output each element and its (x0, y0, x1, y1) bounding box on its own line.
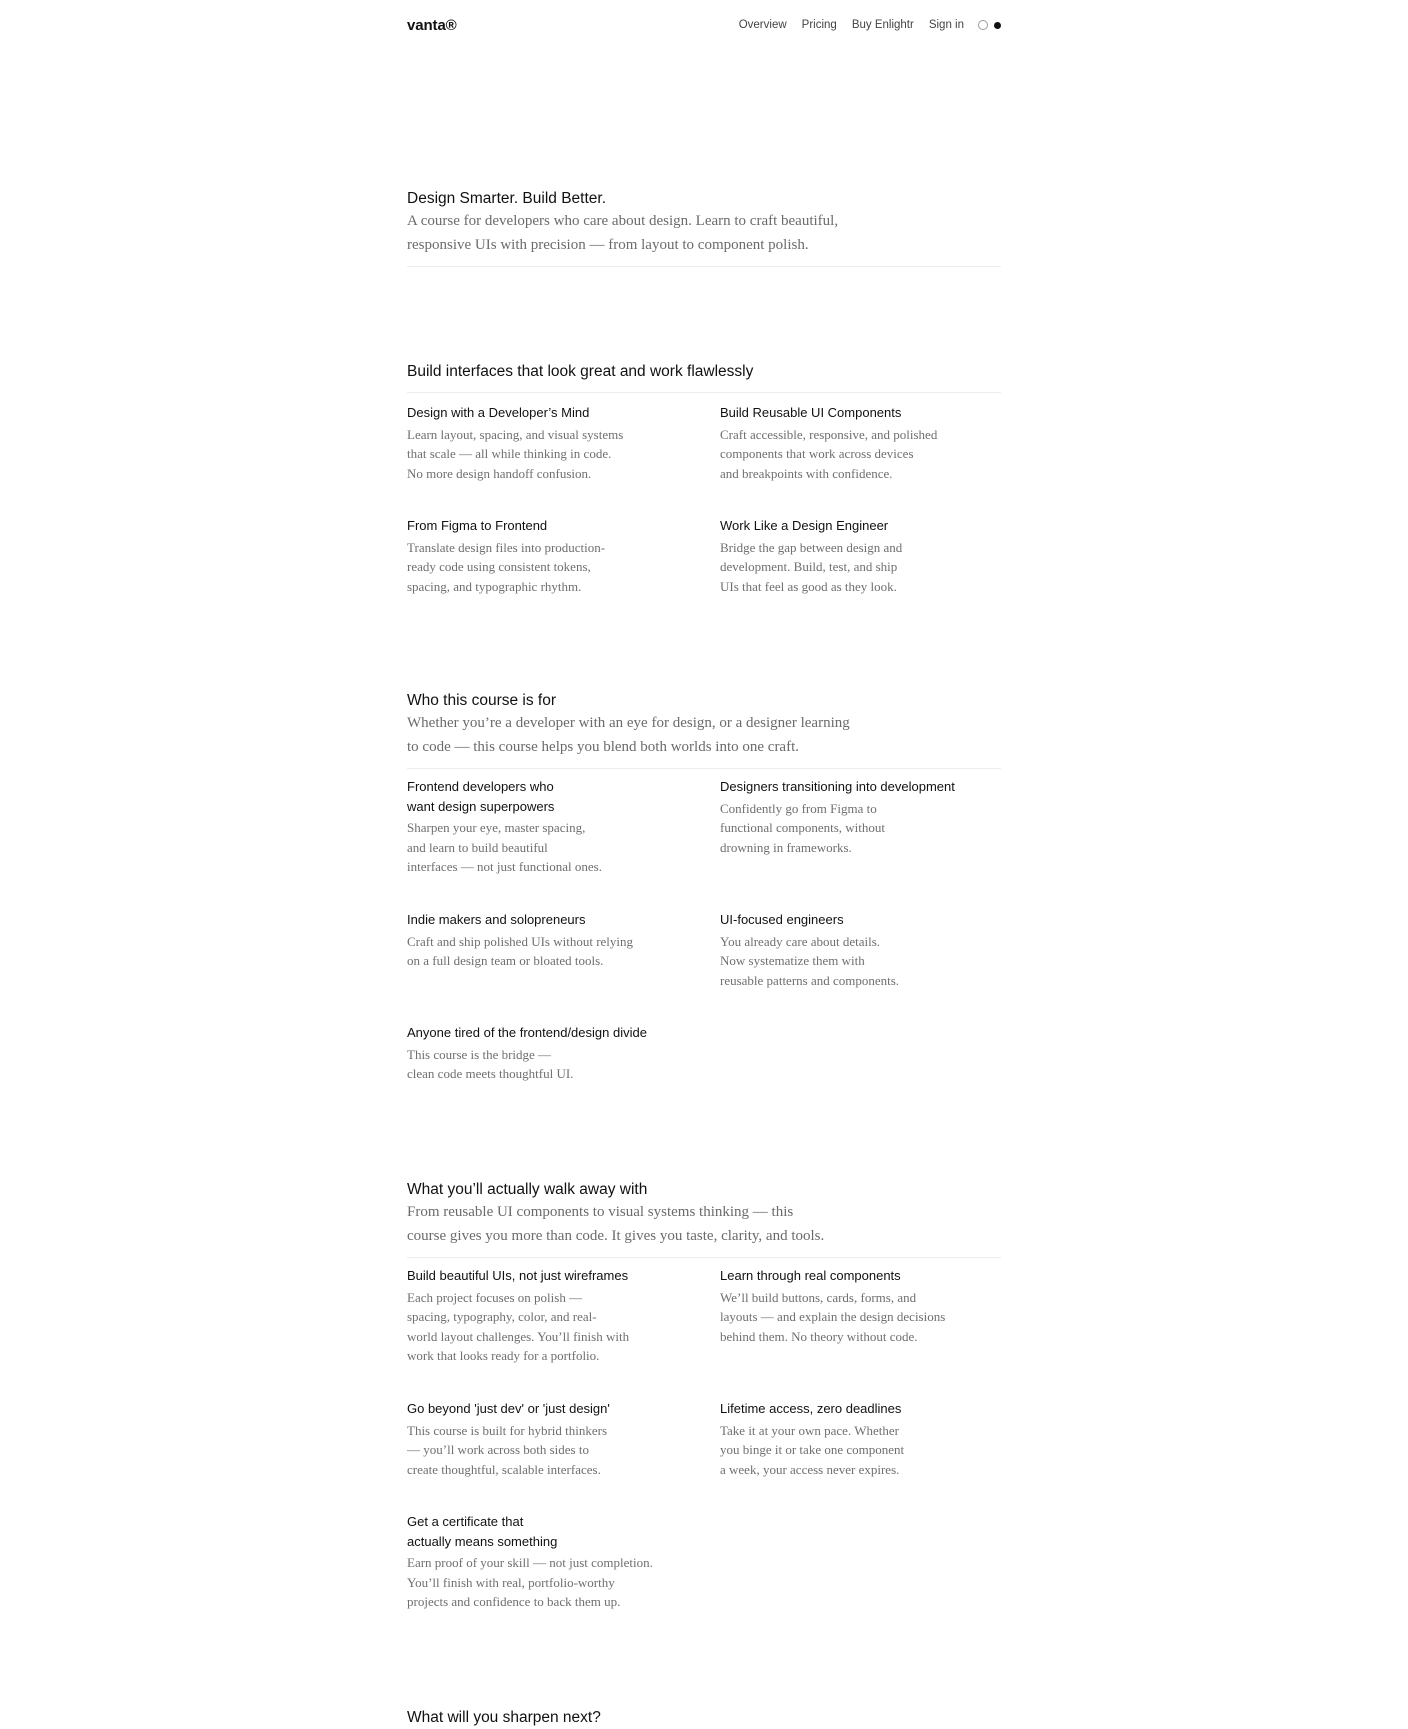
dark-mode-icon[interactable] (994, 22, 1001, 29)
audience-item (720, 777, 1010, 857)
outcomes-grid (407, 1258, 1001, 1618)
divider (407, 266, 1001, 267)
outcome-body: Each project focuses on polish — spacing, typography, color, and real- world layout challenges. You’ll finish with work that looks ready for a portfolio. (407, 1289, 630, 1364)
outcome-title: Lifetime access, zero deadlines (720, 1401, 902, 1416)
audience-grid (407, 769, 1001, 1089)
outcome-title: Learn through real components (720, 1268, 901, 1283)
hero-title: Design Smarter. Build Better. (407, 190, 607, 207)
features-grid (407, 393, 1001, 613)
audience-title: Who this course is for (407, 692, 557, 709)
audience-item-title: Frontend developers who want design superpowers (407, 779, 555, 814)
outcomes-section (407, 1179, 1001, 1618)
feature-title: From Figma to Frontend (407, 518, 548, 533)
audience-section (407, 690, 1001, 1089)
outcome-title: Get a certificate that actually means something (407, 1514, 558, 1549)
feature-body: Learn layout, spacing, and visual systems that scale — all while thinking in code. No more design handoff confusion. (407, 426, 624, 481)
feature-body: Translate design files into production- ready code using consistent tokens, spacing, and typographic rhythm. (407, 539, 606, 594)
outcome-title: Build beautiful UIs, not just wireframes (407, 1268, 629, 1283)
audience-item-body: Sharpen your eye, master spacing, and learn to build beautiful interfaces — not just functional ones. (407, 820, 602, 875)
nav-pricing[interactable]: Pricing (801, 19, 837, 31)
feature-title: Work Like a Design Engineer (720, 518, 889, 533)
outcome-title: Go beyond 'just dev' or 'just design' (407, 1401, 610, 1416)
outcome-body: We’ll build buttons, cards, forms, and layouts — and explain the design decisions behind them. No theory without code. (720, 1289, 946, 1344)
theme-toggle (978, 20, 1001, 30)
feature-item (720, 516, 1010, 596)
outcomes-title: What you’ll actually walk away with (407, 1181, 648, 1198)
nav-buy[interactable]: Buy Enlightr (851, 19, 914, 31)
next-section (407, 1707, 1001, 1729)
features-title: Build interfaces that look great and work flawlessly (407, 363, 754, 380)
light-mode-icon[interactable] (978, 20, 988, 30)
hero-section (407, 188, 1001, 267)
audience-item-body: Craft and ship polished UIs without relying on a full design team or bloated tools. (407, 933, 634, 969)
outcome-body: Earn proof of your skill — not just completion. You’ll finish with real, portfolio-worthy projects and confidence to back them up. (407, 1555, 653, 1610)
feature-item (720, 403, 1010, 483)
nav-overview[interactable]: Overview (738, 19, 787, 31)
main-nav (724, 19, 1001, 31)
audience-item-title: UI-focused engineers (720, 912, 844, 927)
audience-item-body: This course is the bridge — clean code meets thoughtful UI. (407, 1046, 574, 1082)
hero-lead: A course for developers who care about design. Learn to craft beautiful, responsive UIs with precision — from layout to component polish. (407, 213, 839, 253)
audience-item (407, 910, 697, 971)
outcome-item (407, 1512, 697, 1612)
feature-body: Bridge the gap between design and development. Build, test, and ship UIs that feel as good as they look. (720, 539, 903, 594)
outcome-item (407, 1399, 697, 1479)
feature-item (407, 403, 697, 483)
outcomes-lead: From reusable UI components to visual systems thinking — this course gives you more than code. It gives you taste, clarity, and tools. (407, 1204, 825, 1244)
audience-item (407, 777, 697, 877)
audience-item-title: Designers transitioning into development (720, 779, 955, 794)
audience-item-body: You already care about details. Now systematize them with reusable patterns and components. (720, 933, 900, 988)
feature-title: Design with a Developer’s Mind (407, 405, 590, 420)
nav-sign-in[interactable]: Sign in (928, 19, 964, 31)
audience-item (407, 1023, 697, 1084)
audience-item-title: Anyone tired of the frontend/design divide (407, 1025, 647, 1040)
outcome-item (720, 1399, 1010, 1479)
site-header (407, 0, 1001, 56)
audience-item-body: Confidently go from Figma to functional components, without drowning in frameworks. (720, 800, 886, 855)
audience-item (720, 910, 1010, 990)
outcome-body: Take it at your own pace. Whether you binge it or take one component a week, your access never expires. (720, 1422, 905, 1477)
feature-body: Craft accessible, responsive, and polished components that work across devices and breakpoints with confidence. (720, 426, 938, 481)
next-title: What will you sharpen next? (407, 1709, 601, 1726)
outcome-item (407, 1266, 697, 1366)
feature-title: Build Reusable UI Components (720, 405, 902, 420)
outcome-body: This course is built for hybrid thinkers — you’ll work across both sides to create thoughtful, scalable interfaces. (407, 1422, 608, 1477)
audience-item-title: Indie makers and solopreneurs (407, 912, 586, 927)
logo[interactable]: vanta® (407, 17, 457, 34)
outcome-item (720, 1266, 1010, 1346)
audience-lead: Whether you’re a developer with an eye for design, or a designer learning to code — this course helps you blend both worlds into one craft. (407, 715, 850, 755)
features-section (407, 361, 1001, 613)
feature-item (407, 516, 697, 596)
